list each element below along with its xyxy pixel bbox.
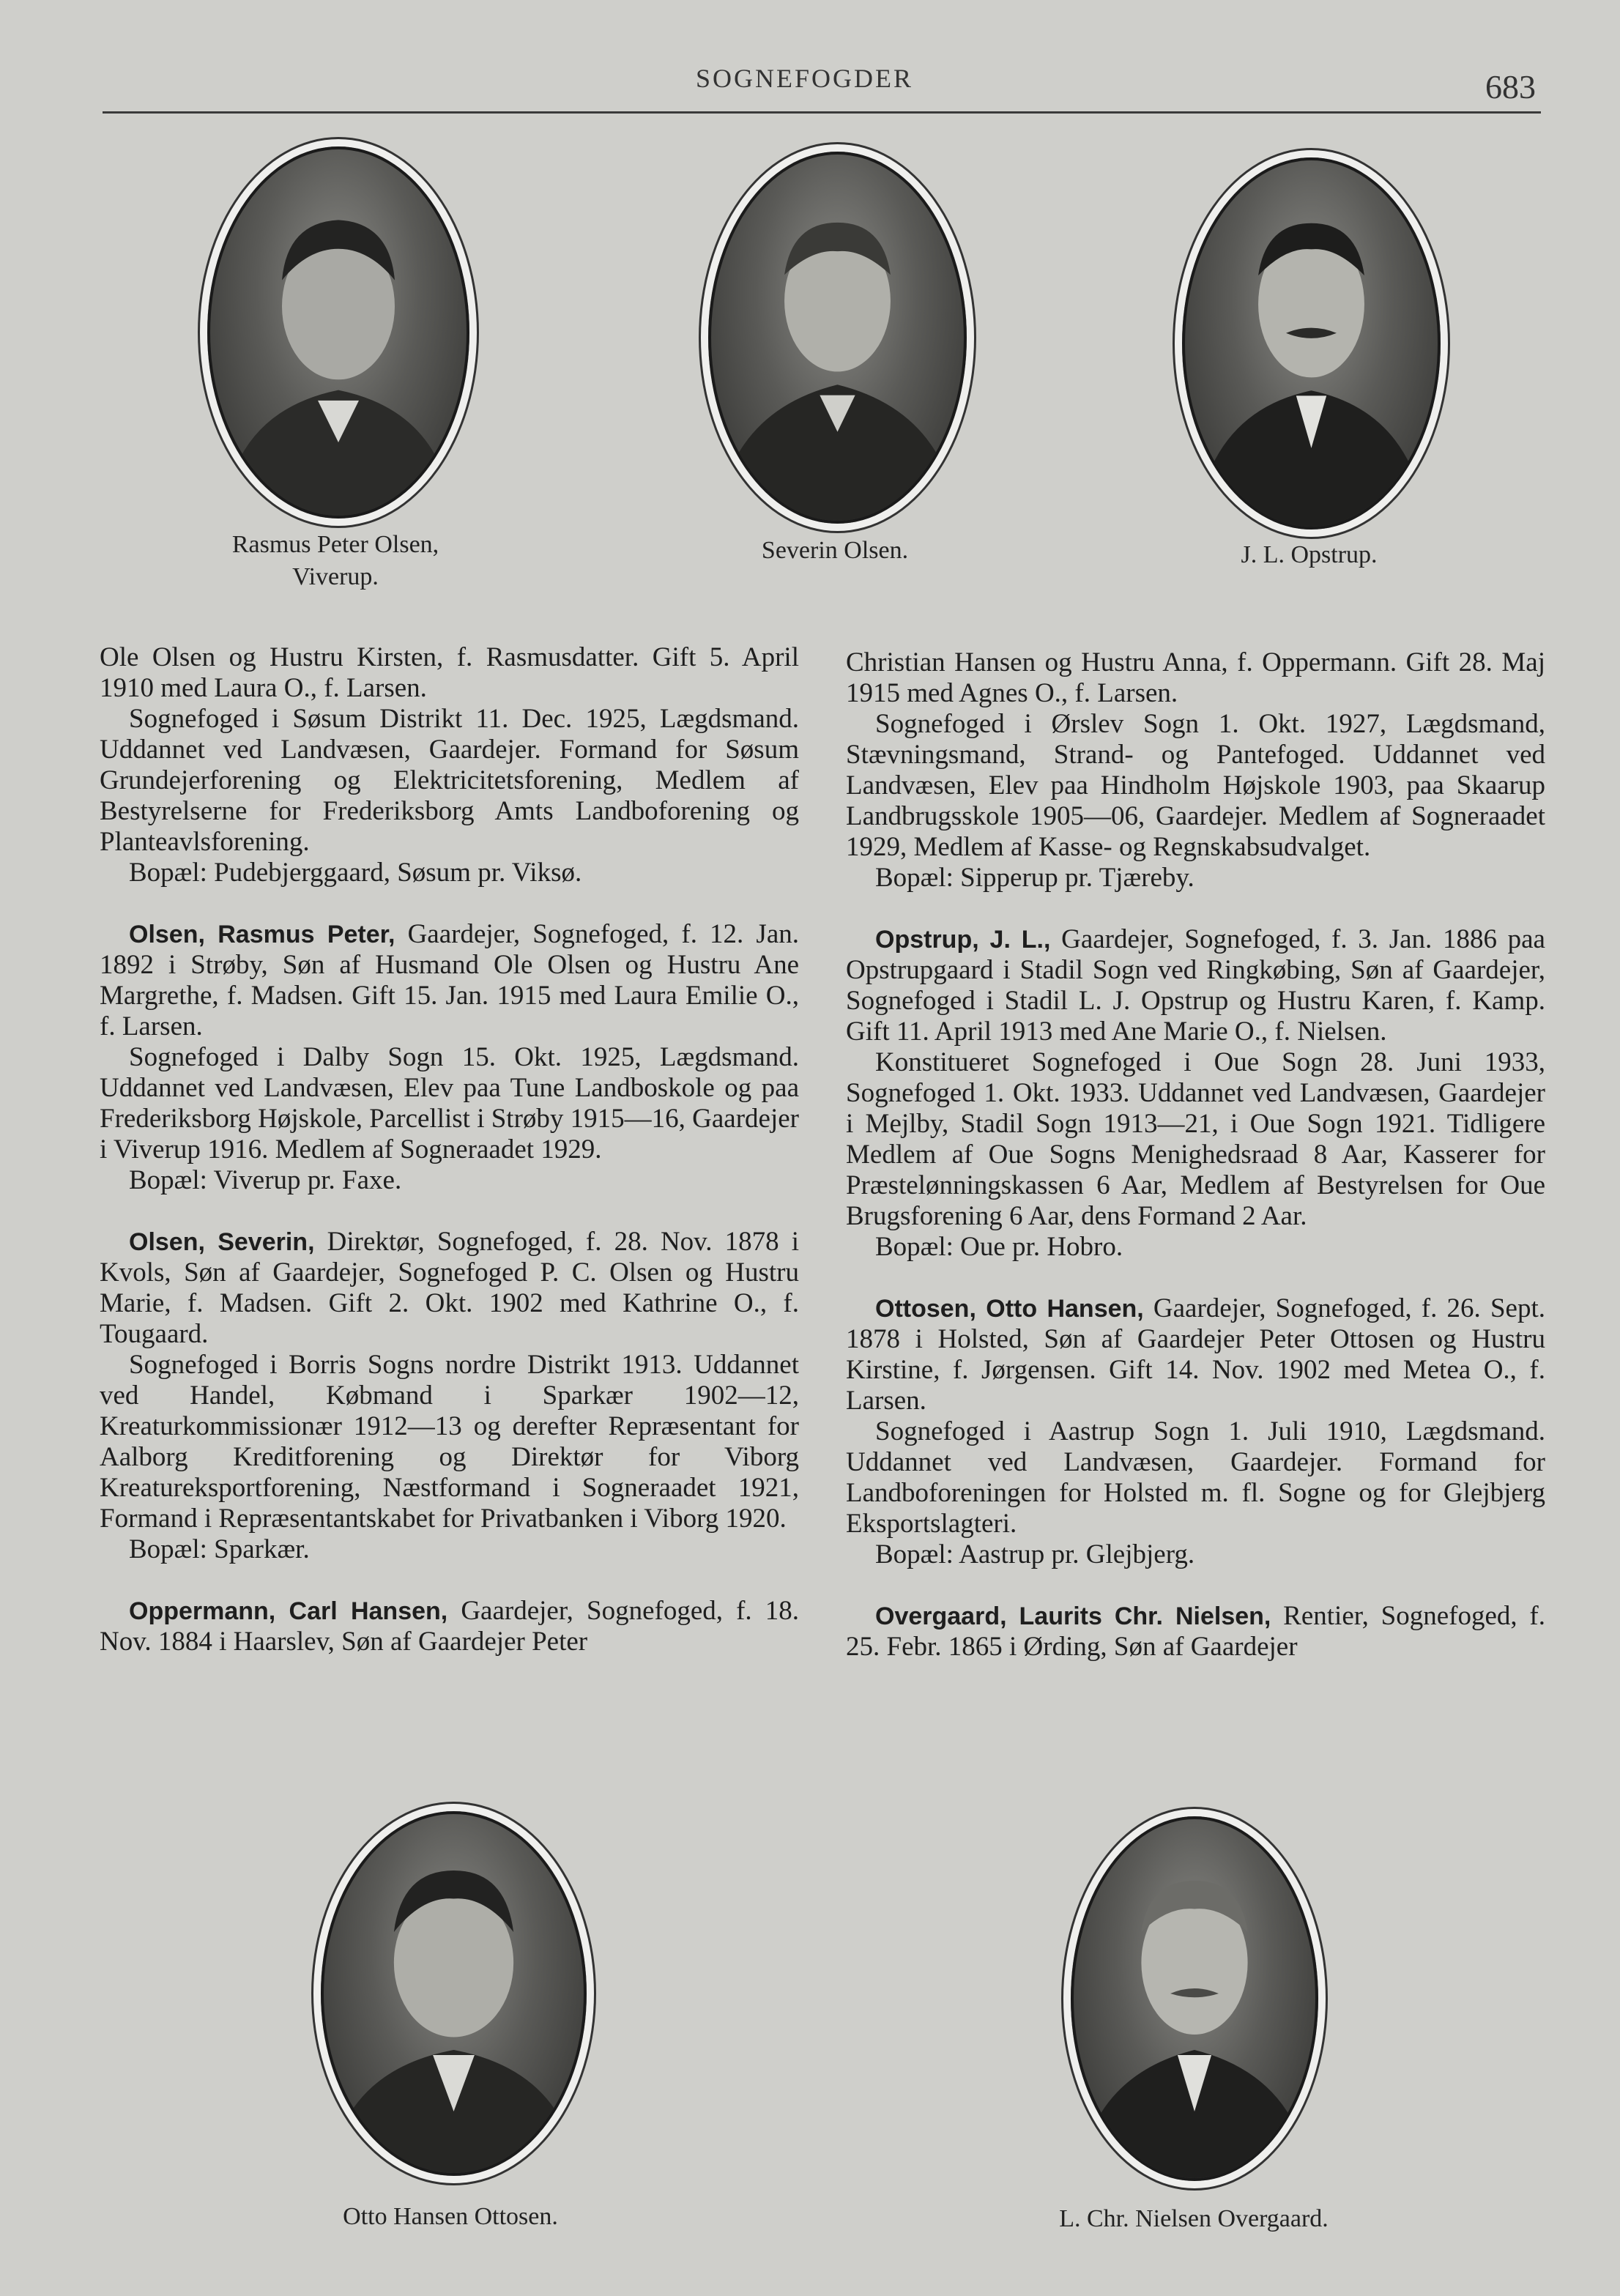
residence-line: Bopæl: Sparkær. bbox=[129, 1534, 310, 1564]
paragraph: Sognefoged i Søsum Distrikt 11. Dec. 1925, Lægdsmand. Uddannet ved Landvæsen, Gaardejer. Formand for Søsum Grundejerforening og Elektricitetsforening, Medlem af Bestyrelserne for Frederiksborg Amts Landboforening og Planteavlsforening. bbox=[100, 704, 799, 857]
running-title: SOGNEFOGDER bbox=[696, 64, 914, 93]
portrait-otto-hansen-ottosen bbox=[321, 1811, 587, 2176]
caption-line: Severin Olsen. bbox=[761, 537, 909, 564]
caption-line: L. Chr. Nielsen Overgaard. bbox=[1059, 2205, 1329, 2232]
biography-entry bbox=[846, 1293, 1545, 1570]
caption-line: J. L. Opstrup. bbox=[1241, 541, 1378, 568]
biography-entry bbox=[100, 1227, 799, 1565]
entry-head bbox=[846, 1293, 1545, 1416]
residence-line: Bopæl: Sipperup pr. Tjæreby. bbox=[875, 863, 1194, 893]
portrait-j-l-opstrup bbox=[1182, 157, 1441, 530]
entry-head bbox=[100, 1227, 799, 1350]
entry-text: Gaardejer, Sognefoged, f. 26. Sept. 1878 i Holsted, Søn af Gaardejer Peter Ottosen og Hustru Kirstine, f. Jørgensen. Gift 14. Nov. 1902 med Metea O., f. Larsen. bbox=[846, 1293, 1545, 1416]
entry-head bbox=[100, 1596, 799, 1657]
caption-line: Rasmus Peter Olsen, bbox=[231, 531, 439, 558]
residence-line: Bopæl: Pudebjerggaard, Søsum pr. Viksø. bbox=[129, 858, 582, 888]
portrait-caption-4 bbox=[293, 2201, 608, 2233]
portrait-caption-5 bbox=[1003, 2203, 1384, 2235]
header-rule bbox=[103, 111, 1541, 114]
paragraph: Christian Hansen og Hustru Anna, f. Oppermann. Gift 28. Maj 1915 med Agnes O., f. Larsen. bbox=[846, 647, 1545, 708]
biography-entry bbox=[846, 1601, 1545, 1662]
entry-head bbox=[846, 924, 1545, 1047]
paragraph: Konstitueret Sognefoged i Oue Sogn 28. Juni 1933, Sognefoged 1. Okt. 1933. Uddannet ved Landvæsen, Gaardejer i Mejlby, Stadil Sogn 1913—21, i Oue Sogn 1921. Tidligere Medlem af Oue Sogns Menighedsraad 8 Aar, Kasserer for Præstelønningskassen 6 Aar, Medlem af Bestyrelsen for Oue Brugsforening 6 Aar, dens Formand 2 Aar. bbox=[846, 1047, 1545, 1231]
residence-line: Bopæl: Viverup pr. Faxe. bbox=[129, 1165, 402, 1195]
paragraph: Sognefoged i Borris Sogns nordre Distrikt 1913. Uddannet ved Handel, Købmand i Sparkær 1902—12, Kreaturkommissionær 1912—13 og derefter Repræsentant for Aalborg Kreditforening og Direktør for Viborg Kreatureksportforening, Næstformand i Sogneraadet 1921, Formand i Repræsentantskabet for Privatbanken i Viborg 1920. bbox=[100, 1350, 799, 1534]
residence-line: Bopæl: Aastrup pr. Glejbjerg. bbox=[875, 1539, 1195, 1569]
entry-text: Rentier, Sognefoged, f. 25. Febr. 1865 i Ørding, Søn af Gaardejer bbox=[846, 1601, 1545, 1662]
paragraph: Ole Olsen og Hustru Kirsten, f. Rasmusdatter. Gift 5. April 1910 med Laura O., f. Larsen. bbox=[100, 642, 799, 703]
residence-line: Bopæl: Oue pr. Hobro. bbox=[875, 1232, 1123, 1262]
biography-entry bbox=[100, 1596, 799, 1657]
biography-entry bbox=[846, 924, 1545, 1263]
entry-text: Gaardejer, Sognefoged, f. 12. Jan. 1892 i Strøby, Søn af Husmand Ole Olsen og Hustru Ane Margrethe, f. Madsen. Gift 15. Jan. 1915 med Laura Emilie O., f. Larsen. bbox=[100, 919, 799, 1041]
text-column-right bbox=[846, 647, 1545, 1662]
entry-name: Oppermann, Carl Hansen, bbox=[129, 1597, 448, 1625]
paragraph: Sognefoged i Aastrup Sogn 1. Juli 1910, Lægdsmand. Uddannet ved Landvæsen, Gaardejer. Formand for Landboforeningen for Holsted m. fl. Sogne og for Glejbjerg Eksportslagteri. bbox=[846, 1416, 1545, 1539]
portrait-caption-2 bbox=[688, 535, 981, 567]
text-column-left bbox=[100, 642, 799, 1657]
entry-text: Gaardejer, Sognefoged, f. 18. Nov. 1884 i Haarslev, Søn af Gaardejer Peter bbox=[100, 1596, 800, 1657]
paragraph: Sognefoged i Ørslev Sogn 1. Okt. 1927, Lægdsmand, Stævningsmand, Strand- og Pantefoged. Uddannet ved Landvæsen, Elev paa Hindholm Højskole 1903, paa Skaarup Landbrugsskole 1905—06, Gaardejer. Medlem af Sogneraadet 1929, Medlem af Kasse- og Regnskabsudvalget. bbox=[846, 709, 1545, 862]
caption-line: Otto Hansen Ottosen. bbox=[343, 2203, 558, 2230]
entry-name: Opstrup, J. L., bbox=[875, 926, 1051, 954]
entry-head bbox=[100, 919, 799, 1042]
page-number: 683 bbox=[1485, 68, 1536, 105]
portrait-caption-1 bbox=[182, 529, 489, 593]
portrait-l-chr-nielsen-overgaard bbox=[1071, 1816, 1318, 2181]
entry-name: Olsen, Severin, bbox=[129, 1228, 315, 1256]
entry-name: Overgaard, Laurits Chr. Nielsen, bbox=[875, 1602, 1271, 1630]
biography-entry bbox=[100, 919, 799, 1196]
portrait-rasmus-peter-olsen bbox=[207, 146, 469, 519]
portrait-severin-olsen bbox=[708, 152, 967, 524]
paragraph: Sognefoged i Dalby Sogn 15. Okt. 1925, Lægdsmand. Uddannet ved Landvæsen, Elev paa Tune Landboskole og paa Frederiksborg Højskole, Parcellist i Strøby 1915—16, Gaardejer i Viverup 1916. Medlem af Sogneraadet 1929. bbox=[100, 1042, 799, 1164]
entry-head bbox=[846, 1601, 1545, 1662]
entry-text: Gaardejer, Sognefoged, f. 3. Jan. 1886 paa Opstrupgaard i Stadil Sogn ved Ringkøbing, Søn af Gaardejer, Sognefoged i Stadil L. J. Opstrup og Hustru Karen, f. Kamp. Gift 11. April 1913 med Ane Marie O., f. Nielsen. bbox=[846, 924, 1545, 1047]
entry-name: Olsen, Rasmus Peter, bbox=[129, 921, 395, 948]
entry-name: Ottosen, Otto Hansen, bbox=[875, 1295, 1144, 1323]
portrait-caption-3 bbox=[1164, 539, 1454, 571]
caption-line: Viverup. bbox=[292, 563, 379, 590]
entry-text: Direktør, Sognefoged, f. 28. Nov. 1878 i Kvols, Søn af Gaardejer, Sognefoged P. C. Olsen og Hustru Marie, f. Madsen. Gift 2. Okt. 1902 med Kathrine O., f. Tougaard. bbox=[100, 1227, 800, 1349]
